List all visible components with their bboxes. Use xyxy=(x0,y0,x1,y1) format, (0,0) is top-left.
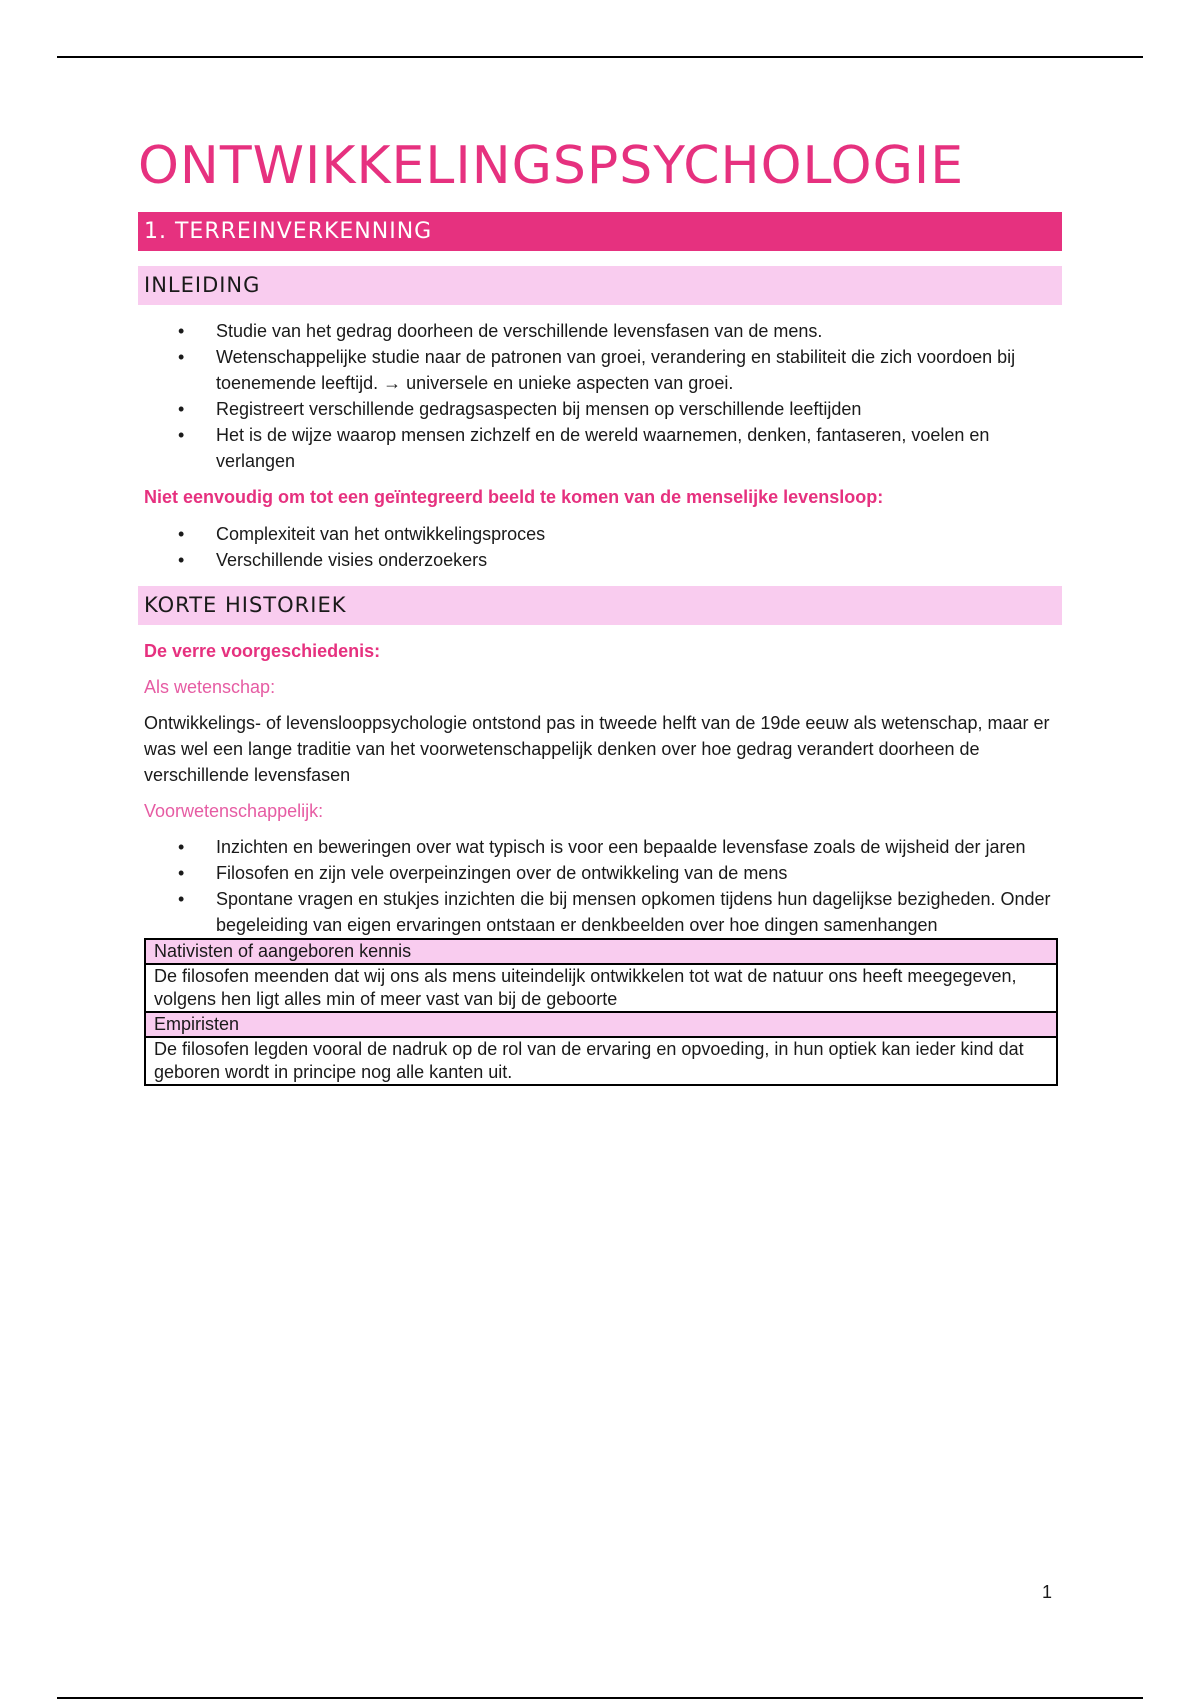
table-header-cell: Empiristen xyxy=(145,1012,1057,1037)
bullet-icon: • xyxy=(178,425,185,445)
list-item: • Verschillende visies onderzoekers xyxy=(138,547,1062,573)
bullet-icon: • xyxy=(178,524,185,544)
bullet-icon: • xyxy=(178,863,185,883)
table-cell: De filosofen legden vooral de nadruk op de rol van de ervaring en opvoeding, in hun optiek kan ieder kind dat geboren wordt in principe nog alle kanten uit. xyxy=(145,1037,1057,1085)
inleiding-sub-bullet-list xyxy=(138,521,1062,573)
definitions-table xyxy=(144,938,1058,1086)
label-als-wetenschap: Als wetenschap: xyxy=(144,677,276,697)
page-number: 1 xyxy=(1042,1582,1053,1602)
inleiding-bullet-list xyxy=(138,318,1062,474)
historiek-bullet-list xyxy=(138,834,1062,938)
table-cell: De filosofen meenden dat wij ons als mens uiteindelijk ontwikkelen tot wat de natuur ons heeft meegegeven, volgens hen ligt alles min of meer vast van bij de geboorte xyxy=(145,964,1057,1012)
label-voorwetenschappelijk: Voorwetenschappelijk: xyxy=(144,801,324,821)
list-item: • Wetenschappelijke studie naar de patronen van groei, verandering en stabiliteit die zich voordoen bij toenemende leeftijd. → universele en unieke aspecten van groei. xyxy=(138,344,1062,396)
bullet-icon: • xyxy=(178,399,185,419)
list-item: • Registreert verschillende gedragsaspecten bij mensen op verschillende leeftijden xyxy=(138,396,1062,422)
list-item: • Het is de wijze waarop mensen zichzelf en de wereld waarnemen, denken, fantaseren, voelen en verlangen xyxy=(138,422,1062,474)
historiek-paragraph: Ontwikkelings- of levenslooppsychologie ontstond pas in tweede helft van de 19de eeuw als wetenschap, maar er was wel een lange traditie van het voorwetenschappelijk denken over hoe gedrag verandert doorheen de verschillende levensfasen xyxy=(144,713,1050,785)
historiek-subheading: De verre voorgeschiedenis: xyxy=(144,641,381,661)
list-item: • Inzichten en beweringen over wat typisch is voor een bepaalde levensfase zoals de wijsheid der jaren xyxy=(138,834,1062,860)
bullet-icon: • xyxy=(178,347,185,367)
section-heading: 1. TERREINVERKENNING xyxy=(138,212,1062,251)
subsection-heading-historiek: KORTE HISTORIEK xyxy=(138,586,1062,625)
list-item: • Complexiteit van het ontwikkelingsproces xyxy=(138,521,1062,547)
table-row xyxy=(145,1037,1057,1085)
document-title: ONTWIKKELINGSPSYCHOLOGIE xyxy=(138,136,965,196)
bullet-icon: • xyxy=(178,321,185,341)
bullet-icon: • xyxy=(178,889,185,909)
footer-rule xyxy=(57,1697,1143,1699)
table-header-cell: Nativisten of aangeboren kennis xyxy=(145,939,1057,964)
table-row xyxy=(145,1012,1057,1037)
document-body xyxy=(138,136,1062,1086)
list-item: • Spontane vragen en stukjes inzichten die bij mensen opkomen tijdens hun dagelijkse bezigheden. Onder begeleiding van eigen ervaringen ontstaan er denkbeelden over hoe dingen samenhangen xyxy=(138,886,1062,938)
list-item: • Studie van het gedrag doorheen de verschillende levensfasen van de mens. xyxy=(138,318,1062,344)
bullet-icon: • xyxy=(178,837,185,857)
table-row xyxy=(145,964,1057,1012)
bullet-icon: • xyxy=(178,550,185,570)
inleiding-subheading: Niet eenvoudig om tot een geïntegreerd beeld te komen van de menselijke levensloop: xyxy=(144,487,884,507)
subsection-heading-inleiding: INLEIDING xyxy=(138,266,1062,305)
table-row xyxy=(145,939,1057,964)
header-rule xyxy=(57,56,1143,58)
list-item: • Filosofen en zijn vele overpeinzingen over de ontwikkeling van de mens xyxy=(138,860,1062,886)
